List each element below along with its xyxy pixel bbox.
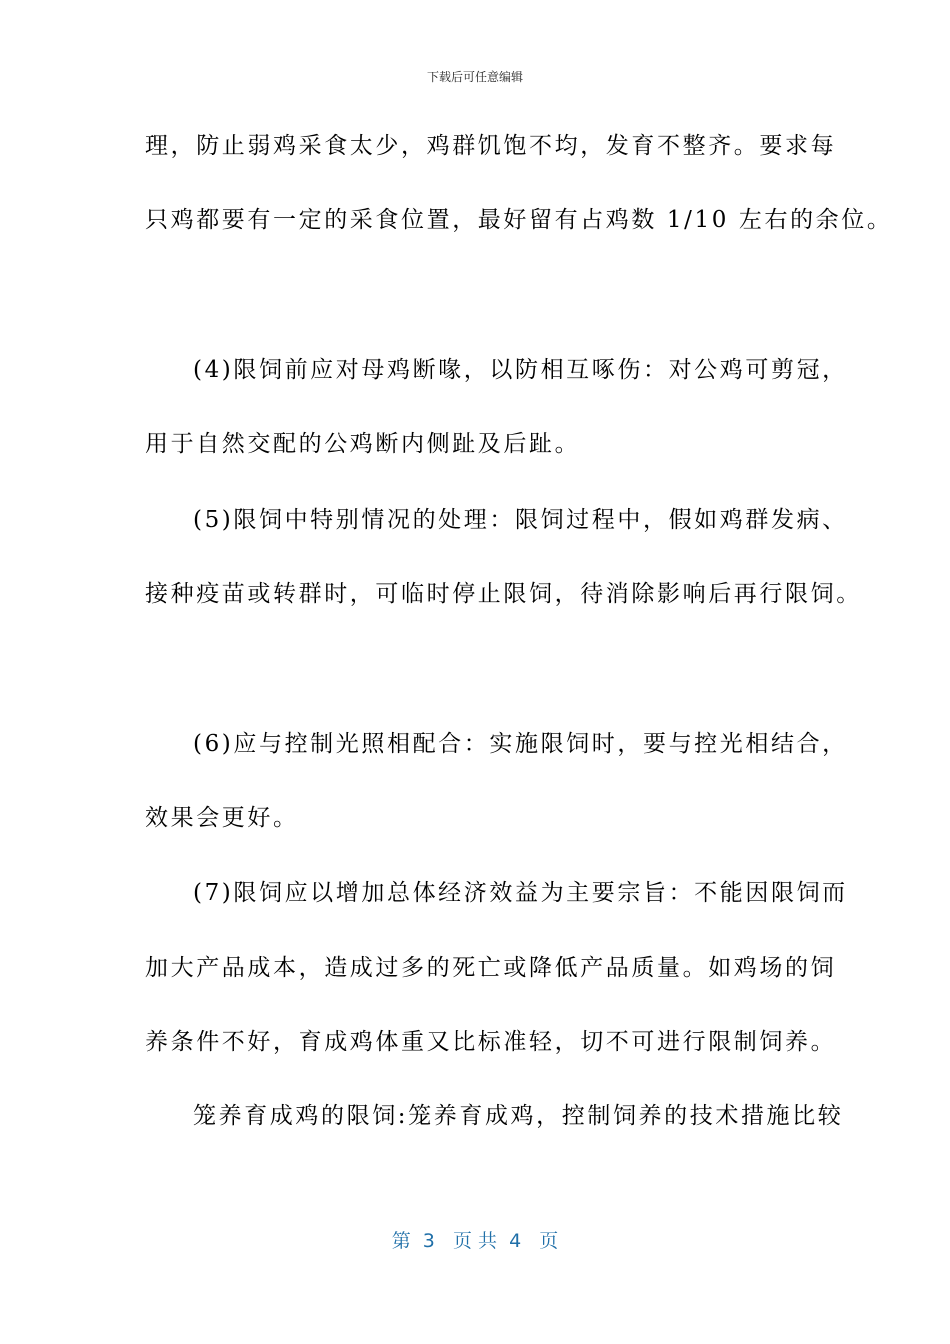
paragraph-line: 只鸡都要有一定的采食位置，最好留有占鸡数 1/10 左右的余位。 [145, 207, 893, 233]
paragraph-line: (4)限饲前应对母鸡断喙，以防相互啄伤：对公鸡可剪冠， [193, 357, 848, 383]
paragraph-line: 接种疫苗或转群时，可临时停止限饲，待消除影响后再行限饲。 [145, 581, 862, 607]
paragraph-line: 效果会更好。 [145, 805, 299, 831]
paragraph-line: (5)限饲中特别情况的处理：限饲过程中，假如鸡群发病、 [193, 507, 848, 533]
paragraph-line: (6)应与控制光照相配合：实施限饲时，要与控光相结合， [193, 731, 848, 757]
paragraph-line: 理，防止弱鸡采食太少，鸡群饥饱不均，发育不整齐。要求每 [145, 133, 837, 159]
paragraph-line: 笼养育成鸡的限饲:笼养育成鸡，控制饲养的技术措施比较 [193, 1103, 844, 1129]
paragraph-line: (7)限饲应以增加总体经济效益为主要宗旨：不能因限饲而 [193, 880, 848, 906]
paragraph-line: 加大产品成本，造成过多的死亡或降低产品质量。如鸡场的饲 [145, 955, 837, 981]
header-note: 下载后可任意编辑 [426, 70, 523, 84]
paragraph-line: 养条件不好，育成鸡体重又比标准轻，切不可进行限制饲养。 [145, 1029, 837, 1055]
page-number: 第 3 页 共 4 页 [391, 1230, 559, 1252]
paragraph-line: 用于自然交配的公鸡断内侧趾及后趾。 [145, 431, 581, 457]
